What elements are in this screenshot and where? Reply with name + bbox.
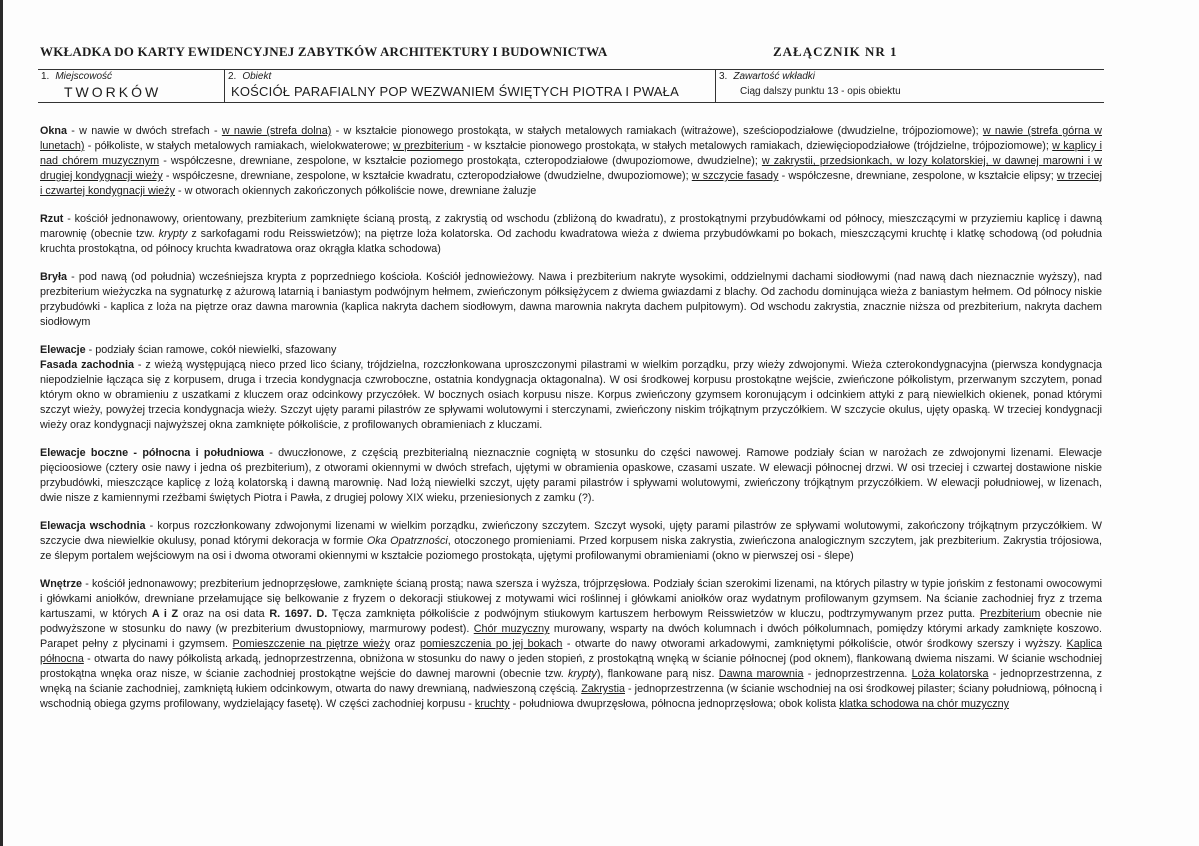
rzut-text-segment: krypty: [158, 228, 188, 240]
paragraph-okna: [40, 124, 1102, 199]
bryla-text-segment: Bryła: [40, 271, 68, 283]
okna-text-segment: - w kształcie pionowego prostokąta, w stałych metalowych ramiakach (witrażowe), sześciopodziałowe (dwudzielne, trójpoziomowe);: [331, 125, 983, 137]
field-object-number: 2.: [228, 71, 237, 82]
field-contents-caption: Zawartość wkładki: [733, 71, 816, 82]
wnetrze-text-segment: oraz: [389, 638, 420, 650]
wnetrze-text-segment: - kościół jednonawowy; prezbiterium jednoprzęsłowe, zamknięte ścianą prostą; nawa szersza i wyższa, trójprzęsłowa. Podziały ścian szerokimi lizenami, na których pilastry w typie jońskim z festonami owocowymi i główkami aniołków, drewniane przełamujące się belkowanie z fryzem o dekoracji stiukowej z motywami wici roślinnej i główkami aniołków oraz wydatnym profilowanym gzymsem. Na ścianie zachodniej fryz z trzema kartuszami, w których: [40, 578, 1102, 620]
description-body: [40, 124, 1102, 725]
field-contents-number: 3.: [719, 71, 728, 82]
wnetrze-text-segment: - otwarta do nawy półkolistą arkadą, jednoprzestrzenna, obniżona w stosunku do nawy o jeden stopień, z prostokątną wnęką w ścianie północnej (pod oknem), flankowaną dwiema niszami. W ścianie wschodniej prostokątna wnęka oraz nisze, w ścianie zachodniej prostokątne wejście do dawnej marowni (obecnie tzw.: [40, 653, 1102, 680]
wnetrze-text-segment: oraz na osi data: [178, 608, 270, 620]
field-contents-value: Ciąg dalszy punktu 13 - opis obiektu: [740, 86, 901, 97]
wnetrze-text-segment: pomieszczenia po jej bokach: [419, 638, 563, 650]
okna-text-segment: - współczesne, drewniane, zespolone, w kształcie elipsy;: [778, 170, 1057, 182]
wnetrze-text-segment: - południowa dwuprzęsłowa, północna jednoprzęsłowa; obok kolista: [509, 698, 840, 710]
wnetrze-text-segment: Pomieszczenie na piętrze wieży: [232, 638, 390, 650]
wschodnia-text-segment: - korpus rozczłonkowany zdwojonymi lizenami w wielkim porządku, zwieńczony szczytem. Szczyt wysoki, ujęty parami pilastrów ze spływami wolutowymi, zakończony trójkątnym przyczółkiem. W szczycie dwa niewielkie okulusy, ponad którymi dekoracja w formie: [40, 520, 1102, 547]
field-place-number: 1.: [41, 71, 50, 82]
paragraph-wnetrze: [40, 577, 1102, 712]
field-object-label: [228, 71, 271, 82]
annex-number: ZAŁĄCZNIK NR 1: [773, 44, 898, 59]
wnetrze-text-segment: krypty: [568, 668, 597, 680]
okna-text-segment: w nawie (strefa dolna): [221, 125, 332, 137]
wnetrze-text-segment: - jednoprzestrzenna.: [803, 668, 912, 680]
okna-text-segment: w szczycie fasady: [691, 170, 779, 182]
document-title: WKŁADKA DO KARTY EWIDENCYJNEJ ZABYTKÓW ARCHITEKTURY I BUDOWNICTWA: [40, 44, 608, 59]
wschodnia-text-segment: , otoczonego promieniami. Przed korpusem niska zakrystia, zwieńczona analogicznym szczytem, jak prezbiterium. Zakrystia trójosiowa, ze ślepym portalem wejściowym na osi i dwoma otworami okiennymi w kształcie poziomego prostokąta, ujętymi profilowanymi obramieniami (okno w pierwszej osi - ślepe): [40, 535, 1102, 562]
document-header: [40, 44, 1120, 60]
wnetrze-text-segment: Tęcza zamknięta półkoliście z podwójnym stiukowym kartuszem herbowym Reisswietzów w kluczu, podtrzymywanym przez putta.: [327, 608, 980, 620]
form-fields: [38, 69, 1104, 103]
wnetrze-text-segment: - jednoprzestrzenna (w ścianie wschodniej na osi środkowej pilaster; ściany południową, północną i wschodnią obiega gzyms profilowany, wydzielający fasetę). W części zachodniej korpusu -: [40, 683, 1102, 710]
fasada-text-segment: Fasada zachodnia: [40, 359, 134, 371]
bryla-text-segment: - pod nawą (od południa) wcześniejsza krypta z poprzedniego kościoła. Kościół jednowieżowy. Nawa i prezbiterium nakryte wysokimi, oddzielnymi dachami siodłowymi (nad nawą dach nieznacznie wyższy), nad prezbiterium wieżyczka na sygnaturkę z ażurową latarnią i baniastym podwójnym hełmem, zwieńczonym półksiężycem z dwiema gwiazdami z blachy. Od zachodu dominująca wieża z baniastym hełmem. Od północy niskie przybudówki - kaplica z loża na piętrze oraz dawna marownia (kaplica nakryta dachem siodłowym, dawna marownia nakryta dachem pulpitowym). Od wschodu zakrystia, znacznie niższa od prezbiterium, nakryta dachem siodłowym: [40, 271, 1102, 328]
okna-text-segment: w prezbiterium: [393, 140, 464, 152]
okna-text-segment: - w kształcie pionowego prostokąta, w stałych metalowych ramiakach, dziewięciopodziałowe (trójdzielne, trójpoziomowe);: [463, 140, 1053, 152]
okna-text-segment: - w otworach okiennych zakończonych półkoliście nowe, drewniane żaluzje: [175, 185, 537, 197]
wnetrze-text-segment: Dawna marownia: [718, 668, 804, 680]
elewacje-text-segment: - podziały ścian ramowe, cokół niewielki, sfazowany: [85, 344, 337, 356]
field-object-value: KOŚCIÓŁ PARAFIALNY POP WEZWANIEM ŚWIĘTYCH PIOTRA I PWAŁA: [231, 84, 679, 99]
rzut-text-segment: - kościół jednonawowy, orientowany, prezbiterium zamknięte ścianą prostą, z zakrystią od wschodu (zbliżoną do kwadratu), z prostokątnymi przybudówkami od północy, mieszczącymi w przyziemiu kaplicę i dawną marownię (obecnie tzw.: [40, 213, 1102, 240]
paragraph-rzut: [40, 212, 1102, 257]
wschodnia-text-segment: Oka Opatrzności: [366, 535, 448, 547]
paragraph-bryla: [40, 270, 1102, 330]
wnetrze-text-segment: R. 1697. D.: [269, 608, 328, 620]
okna-text-segment: w nawie (strefa górna w lunetach): [40, 125, 1102, 152]
wnetrze-text-segment: Wnętrze: [40, 578, 82, 590]
okna-text-segment: Okna: [40, 125, 68, 137]
wnetrze-text-segment: - jednoprzestrzenna, z wnęką na ścianie zachodniej, zamkniętą łukiem odcinkowym, otwarta do nawy drewnianą, nadwieszoną częścią.: [40, 668, 1102, 695]
okna-text-segment: - współczesne, drewniane, zespolone, w kształcie poziomego prostokąta, czteropodziałowe (dwupoziomowe, dwudzielne);: [159, 155, 762, 167]
paragraph-fasada-zachodnia: [40, 358, 1102, 433]
fasada-text-segment: - z wieżą występującą nieco przed lico ściany, trójdzielna, rozczłonkowana uproszczonymi pilastrami w wielkim porządku, przy wieży zdwojonymi. Wieża czterokondygnacyjna (pierwsza kondygnacja niepodzielnie łącząca się z korpusem, druga i trzecia kondygnacja czwroboczne, ostatnia kondygnacja oktagonalna). W osi środkowej korpusu prostokątne wejście, zwieńczone półkolistym, przerwanym szczytem, ponad którym okno w obramieniu z uszatkami z kluczem oraz odcinkowy przyczółek. W bocznych osiach korpusu nisze. Korpus zwieńczony gzymsem koronującym i odcinkiem attyki z parą niewielkich okienek, ponad którymi szczyt wieży, powyżej trzecia kondygnacja wieży. Szczyt ujęty parami pilastrów ze spływami wolutowymi i sterczynami, zwieńczony niskim trójkątnym przyczółkiem. W szczycie okulus, ujęty opaską. W trzeciej kondygnacji wieży oraz kondygnacji najwyższej okna zamknięte półkoliście, z profilowanych obramieniach z kluczami.: [40, 359, 1102, 431]
boczne-text-segment: Elewacje boczne - północna i południowa: [40, 447, 264, 459]
wnetrze-text-segment: klatka schodowa na chór muzyczny: [839, 698, 1010, 710]
wnetrze-text-segment: kruchty: [474, 698, 510, 710]
field-place-label: [41, 71, 112, 82]
wnetrze-text-segment: Kaplica północna: [40, 638, 1102, 665]
wnetrze-text-segment: murowany, wsparty na dwóch kolumnach i dwóch półkolumnach, pomiędzy którymi arkady zamknięte koszowo. Parapet pełny z płycinami i gzymsem.: [40, 623, 1103, 650]
paragraph-elewacja-wschodnia: [40, 519, 1102, 564]
elewacje-text-segment: Elewacje: [40, 344, 86, 356]
rzut-text-segment: z sarkofagami rodu Reisswietzów); na piętrze loża kolatorska. Od zachodu kwadratowa wieża z dwiema przybudówkami po bokach, mieszczącymi kruchtę i klatkę schodową (od południa kruchta prostokątna, od północy kruchta kwadratowa oraz okrągła klatka schodowa): [40, 228, 1102, 255]
okna-text-segment: w kaplicy i nad chórem muzycznym: [40, 140, 1103, 167]
okna-text-segment: - współczesne, drewniane, zespolone, w kształcie kwadratu, czteropodziałowe (dwudzielne, dwupoziomowe);: [162, 170, 692, 182]
wnetrze-text-segment: - otwarte do nawy otworami arkadowymi, zamkniętymi półkoliście, otwór środkowy szerszy i wyższy.: [562, 638, 1067, 650]
rzut-text-segment: Rzut: [40, 213, 64, 225]
okna-text-segment: w trzeciej i czwartej kondygnacji wieży: [40, 170, 1102, 197]
field-place-caption: Miejscowość: [55, 71, 113, 82]
wschodnia-text-segment: Elewacja wschodnia: [40, 520, 146, 532]
okna-text-segment: w zakrystii, przedsionkach, w lozy kolatorskiej, w dawnej marowni i w drugiej kondygnacji wieży: [40, 155, 1102, 182]
wnetrze-text-segment: ), flankowane parą nisz.: [596, 668, 719, 680]
wnetrze-text-segment: A i Z: [151, 608, 179, 620]
wnetrze-text-segment: Zakrystia: [581, 683, 625, 695]
wnetrze-text-segment: Prezbiterium: [979, 608, 1041, 620]
scan-edge: [0, 0, 3, 846]
okna-text-segment: - w nawie w dwóch strefach -: [67, 125, 222, 137]
field-object: [224, 70, 715, 102]
paragraph-elewacje: [40, 343, 1102, 358]
field-place-value: TWORKÓW: [64, 84, 162, 100]
field-place: [38, 70, 224, 102]
okna-text-segment: - półkoliste, w stałych metalowych ramiakach, wielokwaterowe;: [84, 140, 393, 152]
field-object-caption: Obiekt: [242, 71, 272, 82]
field-contents: [715, 70, 1105, 102]
wnetrze-text-segment: Loża kolatorska: [911, 668, 989, 680]
wnetrze-text-segment: obecnie nie podwyższone w stosunku do nawy (w prezbiterium dwustopniowy, marmurowy podest).: [40, 608, 1103, 635]
field-contents-label: [719, 71, 815, 82]
wnetrze-text-segment: Chór muzyczny: [473, 623, 550, 635]
boczne-text-segment: - dwuczłonowe, z częścią prezbiterialną nieznacznie cogniętą w stosunku do części nawowej. Ramowe podziały ścian w narożach ze zdwojonymi lizenami. Elewacje pięcioosiowe (cztery osie nawy i jedna oś prezbiterium), z otworami okiennymi w dwóch strefach, ujętymi w obramienia opaskowe, czasami uszate. W elewacji północnej drzwi. W osi trzeciej i czwartej dostawione niskie przybudówki, mieszczące kaplicę z lożą kolatorską i dawną marownię. Nad lożą niewielki szczyt, ujęty parami pilastrów i spływami wolutowymi, zwieńczony trójkątnym przyczółkiem. W elewacji południowej, w lizenach, dwie nisze z kamiennymi rzeźbami świętych Piotra i Pawła, z drugiej polowy XIX wieku, przeniesionych z zamku (?).: [40, 447, 1103, 504]
paragraph-elewacje-boczne: [40, 446, 1102, 506]
